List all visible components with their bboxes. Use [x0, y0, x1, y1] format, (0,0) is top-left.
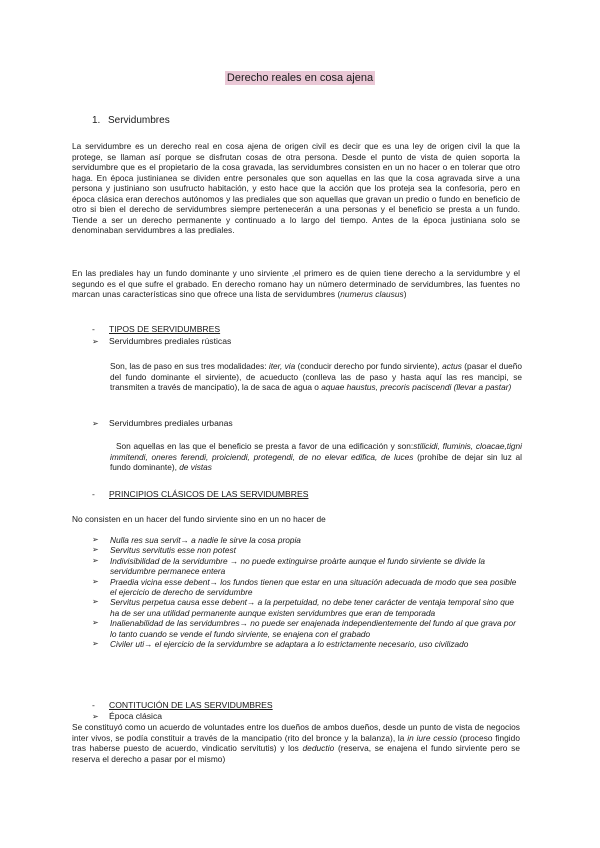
rusticas-bullet: ➢ Servidumbres prediales rústicas: [92, 336, 232, 346]
section-label: Servidumbres: [108, 115, 170, 126]
document-title: Derecho reales en cosa ajena: [226, 72, 374, 84]
arrow-bullet-icon: ➢: [92, 545, 99, 555]
arrow-bullet-icon: ➢: [92, 576, 99, 586]
section-heading: [92, 115, 170, 126]
urbanas-text: Son aquellas en las que el beneficio se presta a favor de una edificación y son:stilicidi, fluminis, cloacae,tigni immitendi, oneres ferendi, proiciendi, protegendi, de no elevar edifica, de luces (prohíbe de dejar sin luz al fundo dominante), de vistas: [110, 441, 522, 472]
prediales-paragraph: En las prediales hay un fundo dominante y uno sirviente ,el primero es de quien tiene derecho a la servidumbre y el segundo es el que sufre el grabado. En derecho romano hay un número determinado de servidumbres, las fuentes no marcan unas características sino que ofrece una lista de servidumbres (numerus clausus): [72, 268, 520, 299]
arrow-bullet-icon: ➢: [92, 597, 99, 607]
section-number: 1.: [92, 115, 101, 126]
principios-intro: No consisten en un hacer del fundo sirviente sino en un no hacer de: [72, 514, 326, 524]
arrow-bullet-icon: ➢: [92, 639, 99, 649]
epoca-clasica-bullet: ➢ Época clásica: [92, 711, 163, 721]
list-item: ➢ Nulla res sua servit→ a nadie le sirve la cosa propia: [92, 535, 301, 545]
arrow-bullet-icon: ➢: [92, 535, 99, 544]
list-item: ➢ Servitus perpetua causa esse debent→ a la perpetuidad, no debe tener carácter de ventaja temporal sino que ha de ser una utilidad permanente aunque existen servidumbres que eran de temporada: [92, 597, 515, 618]
tipos-heading: - TIPOS DE SERVIDUMBRES: [92, 324, 221, 334]
constitucion-paragraph: Se constituyó como un acuerdo de voluntades entre los dueños de ambos dueños, desde un punto de vista de negocios inter vivos, se podía constituir a través de la mancipatio (rito del bronce y la balanza), la in iure cessio (proceso fingido tras haberse puesto de acuerdo, vindicatio servitutis) y los deductio (reserva, se enajena el fundo sirviente pero se reserva el derecho a pasar por el mismo): [72, 722, 521, 764]
list-item: ➢ Servitus servitutis esse non potest: [92, 545, 236, 556]
list-item: ➢ Indivisibilidad de la servidumbre → no puede extinguirse proàrte aunque el fundo sirviente se divide la servidumbre permanece entera: [92, 555, 485, 577]
arrow-bullet-icon: ➢: [92, 337, 99, 346]
rusticas-text: Son, las de paso en sus tres modalidades: iter, via (conducir derecho por fundo sirviente), actus (pasar el dueño del fundo dominante el sirviente), de acueducto (conlleva las de paso y hasta aquí las res mancipi, se transmiten a través de mancipatio), la de saca de agua o aquae haustus, precoris paciscendi (llevar a pastar): [110, 361, 522, 392]
intro-paragraph: La servidumbre es un derecho real en cosa ajena de origen civil es decir que es una ley de origen civil la que la protege, se llaman así porque se disfrutan cosas de otra persona. Desde el punto de vista de quien soporta la servidumbre que es el propietario de la cosa gravada, las servidumbres consisten en un no hacer o en tolerar que otro haga. En época justinianea se dividen entre personales que son aquellas en las que la cosa agravada sirve a una persona y justiniano son usufructo habitación, y esto hace que la acción que los proteja sea la confesoria, pero en época clásica eran derechos autónomos y las prediales que son aquellas que gravan un predio o fundo en beneficio de otro si bien el derecho de servidumbres siempre pertenecerán a una personas y el beneficio se presta a un fundo. Tiende a ser un derecho permanente y continuado a lo largo del tiempo. Antes de la época justiniana solo se denominaban servidumbres a las prediales.: [72, 141, 520, 235]
list-item: ➢ Praedia vicina esse debent→ los fundos tienen que estar en una situación adecuada de modo que sea posible el ejercicio de derecho de servidumbre: [92, 576, 517, 598]
arrow-bullet-icon: ➢: [92, 712, 99, 721]
urbanas-bullet: ➢ Servidumbres prediales urbanas: [92, 418, 233, 428]
arrow-bullet-icon: ➢: [92, 618, 99, 628]
constitucion-heading: - CONTITUCIÓN DE LAS SERVIDUMBRES: [92, 700, 273, 710]
principios-heading: - PRINCIPIOS CLÁSICOS DE LAS SERVIDUMBRES: [92, 489, 309, 499]
arrow-bullet-icon: ➢: [92, 555, 99, 565]
principios-list: [92, 535, 524, 649]
arrow-bullet-icon: ➢: [92, 419, 99, 428]
list-item: ➢ Civiler uti→ el ejercicio de la servidumbre se adaptara a lo estrictamente necesario, uso civilizado: [92, 639, 469, 650]
list-item: ➢ Inalienabilidad de las servidumbres→ no puede ser enajenada independientemente del fundo al que grava por lo tanto cuando se vende el fundo sirviente, se enajena con el grabado: [92, 618, 516, 639]
